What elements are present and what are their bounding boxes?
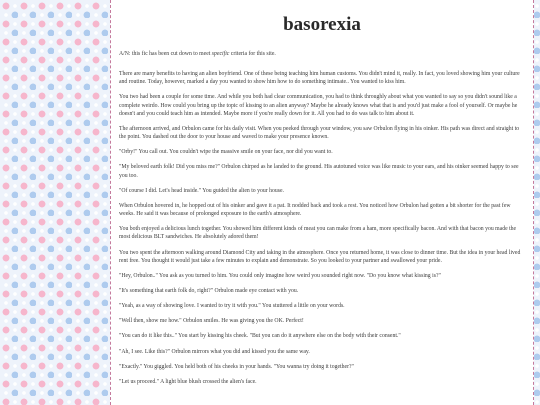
story-paragraph: When Orbulon hovered in, he hopped out of his oinker and gave it a pat. It nodded back and took a rest. You noticed how Orbulon had gotten a bit shorter for the past few weeks. He said it was because of prolonged exposure to the earth's atmosphere. — [119, 202, 511, 218]
post-panel — [110, 0, 534, 405]
author-note-text-after: criteria for this site. — [229, 51, 276, 57]
author-note-text-before: A/N: this fic has been cut down to meet — [119, 51, 212, 57]
story-paragraph: "Of course I did. Let's head inside." You guided the alien to your house. — [119, 187, 284, 194]
story-paragraph: "Well then, show me how." Orbulon smiles. He was giving you the OK. Perfect! — [119, 318, 304, 325]
post-body — [119, 50, 525, 386]
author-note-emphasis: specific — [211, 51, 230, 57]
story-paragraph: You two had been a couple for some time. And while you both had clear communication, you had to think throughly about what you wanted to say so you didn't sound like a complete weirdo. How could you bring up the topic of kissing to an alien anyway? Maybe he already knows what that is and you'd just make a fool of yourself. Or maybe he doesn't and you could teach him as intended. Maybe more if you're really down for it. All you had to do was talk to him about it. — [119, 94, 518, 117]
story-paragraph: You both enjoyed a delicious lunch together. You showed him different kinds of meat you can make from a ham, more specifically bacon. And with that bacon you made the most delicious BLT sandwiches. He absolutely adored them! — [119, 226, 517, 241]
author-note — [119, 50, 525, 58]
story-paragraph: "It's something that earth folk do, right?" Orbulon made eye contact with you. — [119, 287, 299, 294]
story-paragraph: "Yeah, as a way of showing love. I wanted to try it with you." You stuttered a little on your words. — [119, 303, 345, 310]
story-paragraph: There are many benefits to having an alien boyfriend. One of these being teaching him human customs. You didn't mind it, really. In fact, you loved showing him your culture and routine. Today, however, marked a day you wanted to show him how to do something intimate.. You wanted to kiss him. — [119, 71, 520, 86]
story-paragraph: "Let us proceed." A light blue blush crossed the alien's face. — [119, 378, 257, 385]
story-paragraph: "You can do it like this.." You start by kissing his cheek. "But you can do it anywhere else on the body with their consent." — [119, 333, 401, 340]
post-title: basorexia — [283, 14, 361, 35]
story-paragraph: "Exactly." You giggled. You held both of his cheeks in your hands. "You wanna try doing it together?" — [119, 363, 354, 370]
story-paragraph: "Ah, I see. Like this?" Orbulon mirrors what you did and kissed you the same way. — [119, 348, 310, 355]
story-paragraph: "Hey, Orbulon.." You ask as you turned to him. You could only imagine how weird you sounded right now. "Do you know what kissing is?" — [119, 272, 441, 279]
story-paragraph: The afternoon arrived, and Orbulon came for his daily visit. When you peeked through your window, you saw Orbulon flying in his oinker. His path was direct and straight to the point. You dashed out the door to your house and waved to make your presence known. — [119, 125, 520, 141]
story-paragraph: "Orby!" You call out. You couldn't wipe the massive smile on your face, nor did you want to. — [119, 149, 333, 156]
story-paragraph: You two spent the afternoon walking around Diamond City and taking in the atmosphere. Once you returned home, it was close to dinner time. But the idea in your head lived rent free. You thought it would just take a few minutes to explain and demonstrate. So you looked to your partner and swallowed your pride. — [119, 249, 521, 264]
story-paragraph: "My beloved earth folk! Did you miss me?" Orbulon chirped as he landed to the ground. His autotuned voice was like music to your ears, and his oinker seemed happy to see you too. — [119, 164, 519, 179]
